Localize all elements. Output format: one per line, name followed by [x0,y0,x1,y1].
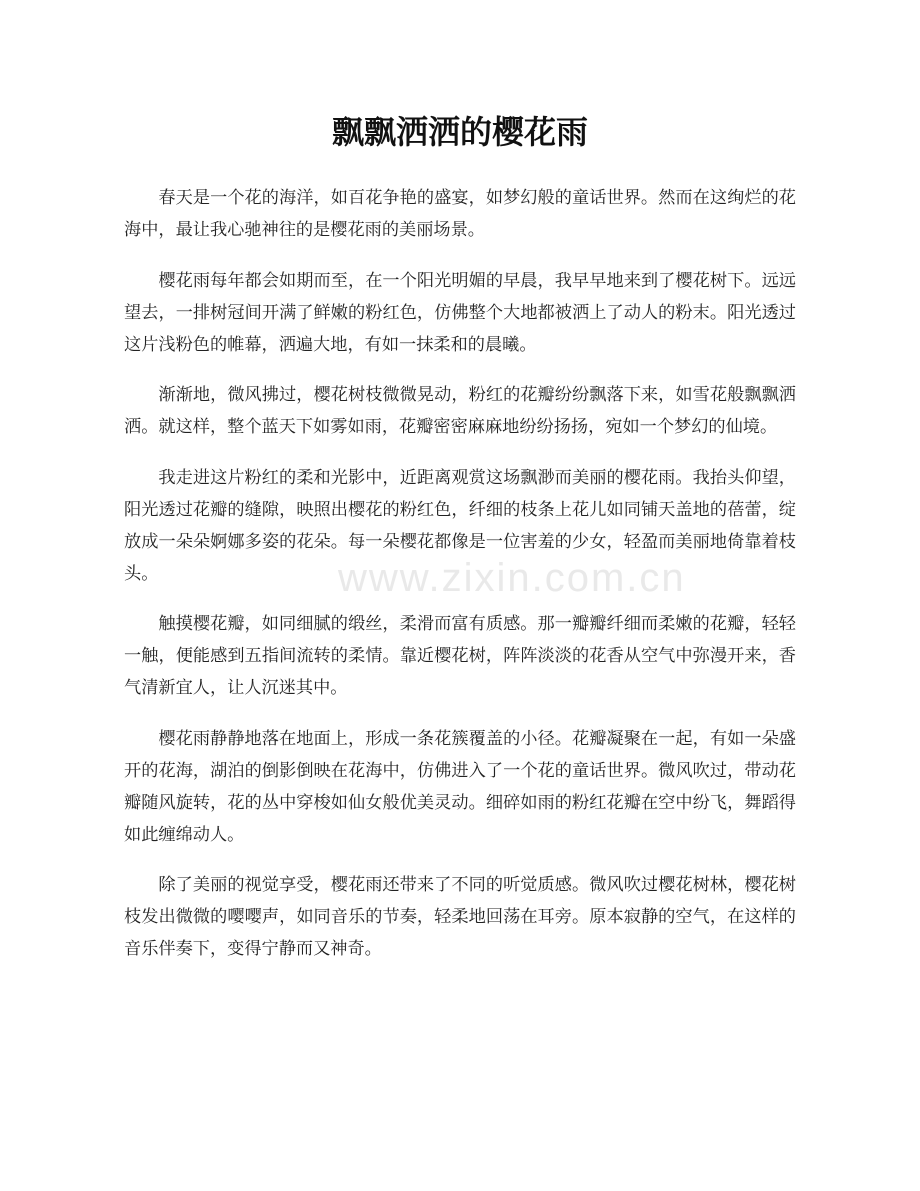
paragraph: 我走进这片粉红的柔和光影中，近距离观赏这场飘渺而美丽的樱花雨。我抬头仰望，阳光透过花瓣的缝隙，映照出樱花的粉红色，纤细的枝条上花儿如同铺天盖地的蓓蕾，绽放成一朵朵婀娜多姿的花朵。每一朵樱花都像是一位害羞的少女，轻盈而美丽地倚靠着枝头。 [124,467,796,584]
paragraph: 樱花雨静静地落在地面上，形成一条花簇覆盖的小径。花瓣凝聚在一起，有如一朵盛开的花海，湖泊的倒影倒映在花海中，仿佛进入了一个花的童话世界。微风吹过，带动花瓣随风旋转，花的丛中穿梭如仙女般优美灵动。细碎如雨的粉红花瓣在空中纷飞，舞蹈得如此缠绵动人。 [124,728,796,845]
paragraph: 触摸樱花瓣，如同细腻的缎丝，柔滑而富有质感。那一瓣瓣纤细而柔嫩的花瓣，轻轻一触，便能感到五指间流转的柔情。靠近樱花树，阵阵淡淡的花香从空气中弥漫开来，香气清新宜人，让人沉迷其中。 [124,614,796,698]
paragraph: 春天是一个花的海洋，如百花争艳的盛宴，如梦幻般的童话世界。然而在这绚烂的花海中，最让我心驰神往的是樱花雨的美丽场景。 [124,188,796,240]
paragraph: 渐渐地，微风拂过，樱花树枝微微晃动，粉红的花瓣纷纷飘落下来，如雪花般飘飘洒洒。就这样，整个蓝天下如雾如雨，花瓣密密麻麻地纷纷扬扬，宛如一个梦幻的仙境。 [124,385,796,437]
watermark: www.zixin.com.cn [338,556,686,600]
document-title: 飘飘洒洒的樱花雨 [331,113,588,151]
paragraph: 樱花雨每年都会如期而至，在一个阳光明媚的早晨，我早早地来到了樱花树下。远远望去，一排树冠间开满了鲜嫩的粉红色，仿佛整个大地都被洒上了动人的粉末。阳光透过这片浅粉色的帷幕，洒遍大地，有如一抹柔和的晨曦。 [124,270,796,355]
document-body [124,182,796,984]
paragraph: 除了美丽的视觉享受，樱花雨还带来了不同的听觉质感。微风吹过樱花树林，樱花树枝发出微微的嘤嘤声，如同音乐的节奏，轻柔地回荡在耳旁。原本寂静的空气，在这样的音乐伴奏下，变得宁静而又神奇。 [124,875,796,959]
